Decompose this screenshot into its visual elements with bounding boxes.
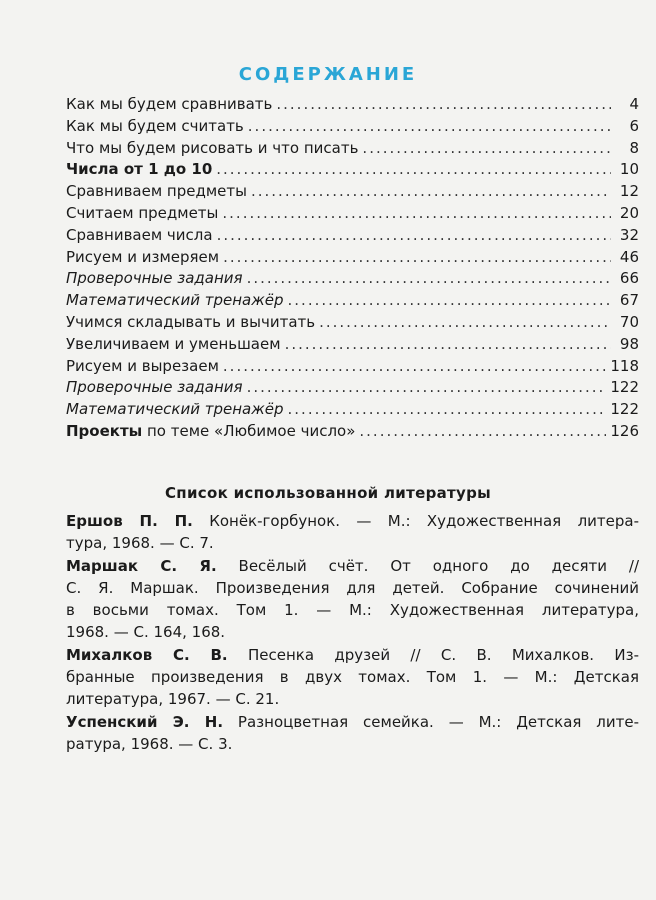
toc-item-page: 4 xyxy=(629,95,639,113)
toc-item-label: Как мы будем сравнивать xyxy=(66,95,273,113)
bibliography-author: Успенский Э. Н. xyxy=(66,713,224,731)
bibliography-line xyxy=(66,510,639,532)
bibliography-text: Разноцветная семейка. — М.: Детская лите- xyxy=(223,713,639,731)
bibliography-author: Маршак С. Я. xyxy=(66,557,217,575)
toc-item-page: 20 xyxy=(619,203,639,222)
toc-item xyxy=(66,421,639,443)
toc-item xyxy=(66,116,639,138)
toc-item-page: 118 xyxy=(610,356,639,375)
table-of-contents xyxy=(66,94,639,443)
toc-item xyxy=(66,94,639,116)
toc-leader-dots xyxy=(247,377,607,399)
toc-item-label: Проверочные задания xyxy=(66,378,243,397)
toc-item xyxy=(66,312,639,334)
toc-item-label: Математический тренажёр xyxy=(66,291,284,310)
toc-item-label: Учимся складывать и вычитать xyxy=(66,312,316,331)
toc-item xyxy=(66,290,639,312)
toc-item-label-suffix: по теме «Любимое число» xyxy=(142,421,356,440)
toc-leader-dots xyxy=(251,181,611,203)
toc-item xyxy=(66,247,639,269)
toc-leader-dots xyxy=(359,421,606,443)
toc-item-page: 46 xyxy=(619,247,639,266)
toc-leader-dots xyxy=(216,159,611,181)
toc-item-label: Сравниваем предметы xyxy=(66,182,247,201)
bibliography-line: тура, 1968. — С. 7. xyxy=(66,534,214,552)
bibliography-line: С. Я. Маршак. Произведения для детей. Собрание сочинений xyxy=(66,579,639,597)
toc-leader-dots xyxy=(247,268,611,290)
toc-leader-dots xyxy=(288,290,611,312)
toc-item-page: 8 xyxy=(629,138,639,157)
toc-item xyxy=(66,181,639,203)
bibliography-text: Песенка друзей // С. В. Михалков. Из- xyxy=(227,646,640,664)
toc-item-label: Считаем предметы xyxy=(66,203,219,222)
toc-item-page: 70 xyxy=(619,312,639,331)
bibliography-entry xyxy=(66,711,639,755)
toc-item-label: Математический тренажёр xyxy=(66,400,284,419)
toc-item-page: 66 xyxy=(619,269,639,288)
bibliography-line: ратура, 1968. — С. 3. xyxy=(66,735,233,753)
toc-item xyxy=(66,399,639,421)
bibliography-line: бранные произведения в двух томах. Том 1. — М.: Детская xyxy=(66,668,639,686)
toc-leader-dots xyxy=(217,225,611,247)
bibliography-line xyxy=(66,711,639,733)
toc-leader-dots xyxy=(223,356,606,378)
bibliography-line: литература, 1967. — С. 21. xyxy=(66,690,280,708)
toc-item-page: 12 xyxy=(619,182,639,201)
toc-item-page: 67 xyxy=(619,291,639,310)
toc-item-page: 122 xyxy=(610,400,639,419)
toc-leader-dots xyxy=(319,312,611,334)
bibliography-author: Ершов П. П. xyxy=(66,512,193,530)
bibliography-line: 1968. — С. 164, 168. xyxy=(66,623,226,641)
toc-item-label: Числа от 1 до 10 xyxy=(66,160,213,179)
toc-item xyxy=(66,268,639,290)
toc-item xyxy=(66,138,639,160)
toc-item-label xyxy=(66,421,355,443)
toc-leader-dots xyxy=(222,203,611,225)
toc-item-label: Проверочные задания xyxy=(66,269,243,288)
bibliography-entry xyxy=(66,510,639,554)
bibliography-text: Конёк-горбунок. — М.: Художественная литера- xyxy=(192,512,639,530)
toc-leader-dots xyxy=(223,247,611,269)
toc-item xyxy=(66,356,639,378)
bibliography-line xyxy=(66,644,639,666)
toc-item xyxy=(66,225,639,247)
toc-item xyxy=(66,159,639,181)
toc-item-label-bold: Проекты xyxy=(66,421,143,440)
toc-item-label: Рисуем и измеряем xyxy=(66,247,220,266)
toc-item-page: 32 xyxy=(619,225,639,244)
bibliography-entry xyxy=(66,644,639,710)
toc-leader-dots xyxy=(285,334,611,356)
toc-item xyxy=(66,377,639,399)
toc-leader-dots xyxy=(362,138,611,160)
toc-item-label: Что мы будем рисовать и что писать xyxy=(66,138,359,157)
toc-item-label: Рисуем и вырезаем xyxy=(66,356,219,375)
toc-item-page: 10 xyxy=(619,160,639,179)
toc-leader-dots xyxy=(276,94,611,116)
toc-item xyxy=(66,203,639,225)
bibliography-entry xyxy=(66,555,639,643)
toc-item-page: 126 xyxy=(610,421,639,440)
toc-leader-dots xyxy=(248,116,611,138)
bibliography-line: в восьми томах. Том 1. — М.: Художественная литература, xyxy=(66,601,639,619)
toc-item-page: 6 xyxy=(629,116,639,135)
toc-item-label: Увеличиваем и уменьшаем xyxy=(66,334,281,353)
bibliography-text: Весёлый счёт. От одного до десяти // xyxy=(216,557,639,575)
toc-item-page: 122 xyxy=(610,378,639,397)
page-title: СОДЕРЖАНИЕ xyxy=(238,64,418,85)
bibliography-line xyxy=(66,555,639,577)
toc-item-label: Как мы будем считать xyxy=(66,116,244,135)
bibliography-author: Михалков С. В. xyxy=(66,646,228,664)
bibliography-title: Список использованной литературы xyxy=(164,484,492,502)
toc-leader-dots xyxy=(288,399,607,421)
bibliography-list xyxy=(66,510,639,756)
toc-item-page: 98 xyxy=(619,334,639,353)
toc-item-label: Сравниваем числа xyxy=(66,225,213,244)
toc-item xyxy=(66,334,639,356)
